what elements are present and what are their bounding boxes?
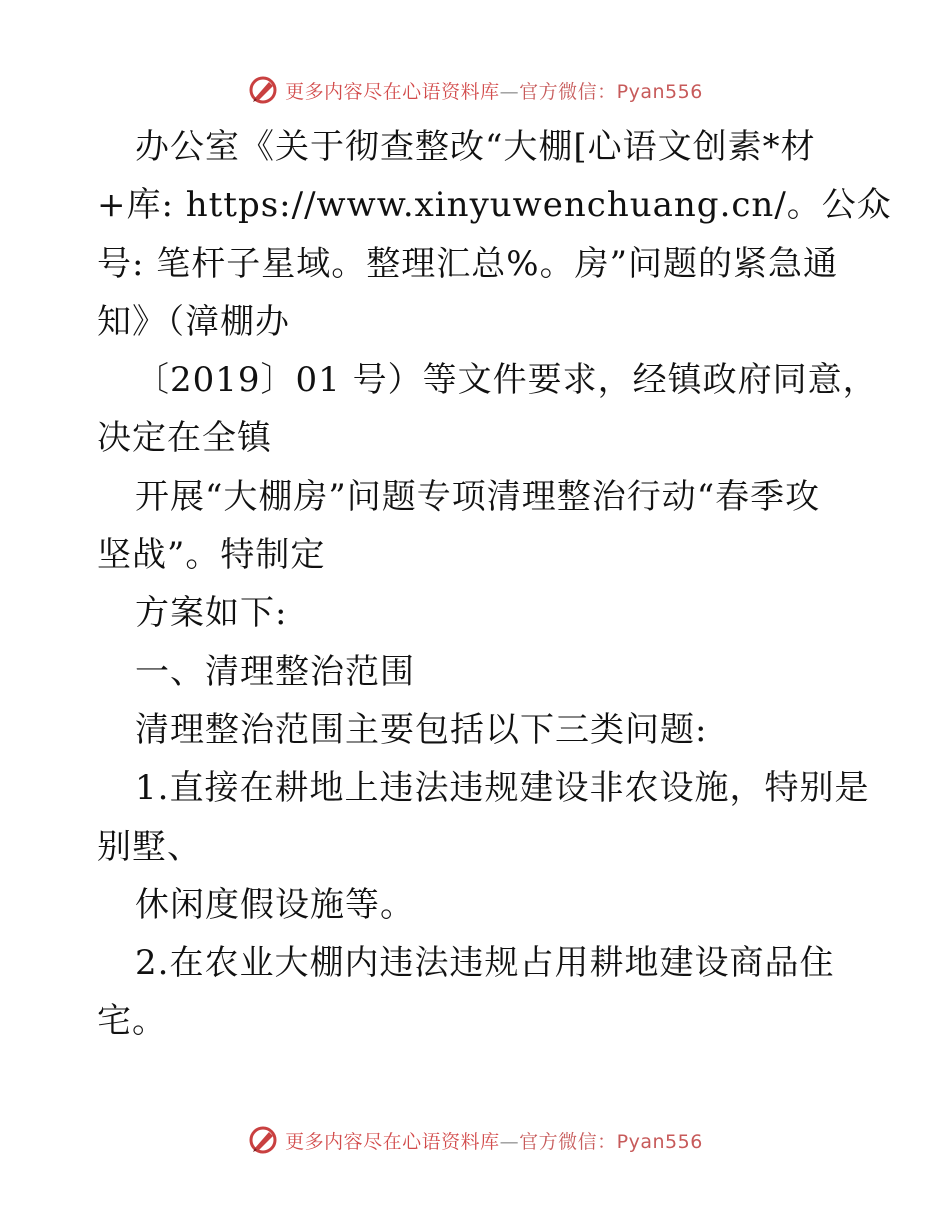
text-line: 别墅、 [97,826,202,867]
pen-circle-logo-icon [247,74,279,106]
pen-circle-logo-icon [247,1124,279,1156]
text-line: +库: https://www.xinyuwenchuang.cn/。公众 [97,185,892,226]
text-line: 方案如下: [135,593,288,634]
text-line: 号: 笔杆子星域。整理汇总%。房”问题的紧急通 [97,243,838,284]
text-line: 1.直接在耕地上违法违规建设非农设施，特别是 [135,768,870,809]
document-body [97,118,892,1051]
text-line: 〔2019〕01 号）等文件要求，经镇政府同意， [135,360,878,401]
watermark-text: 更多内容尽在心语资料库—官方微信：Pyan556 [285,80,703,103]
text-line: 2.在农业大棚内违法违规占用耕地建设商品住 [135,943,835,984]
text-line: 决定在全镇 [97,418,272,459]
section-heading: 一、清理整治范围 [135,651,415,692]
text-line: 清理整治范围主要包括以下三类问题: [135,709,708,750]
text-line: 坚战”。特制定 [97,535,326,576]
text-line: 开展“大棚房”问题专项清理整治行动“春季攻 [135,476,821,517]
text-line: 办公室《关于彻查整改“大棚[心语文创素*材 [135,127,816,167]
footer-watermark-banner [0,1120,950,1160]
text-line: 休闲度假设施等。 [135,884,415,925]
text-line: 知》（漳棚办 [97,301,290,342]
header-watermark-banner [0,70,950,110]
watermark-text: 更多内容尽在心语资料库—官方微信：Pyan556 [285,1130,703,1153]
text-line: 宅。 [97,1001,167,1042]
